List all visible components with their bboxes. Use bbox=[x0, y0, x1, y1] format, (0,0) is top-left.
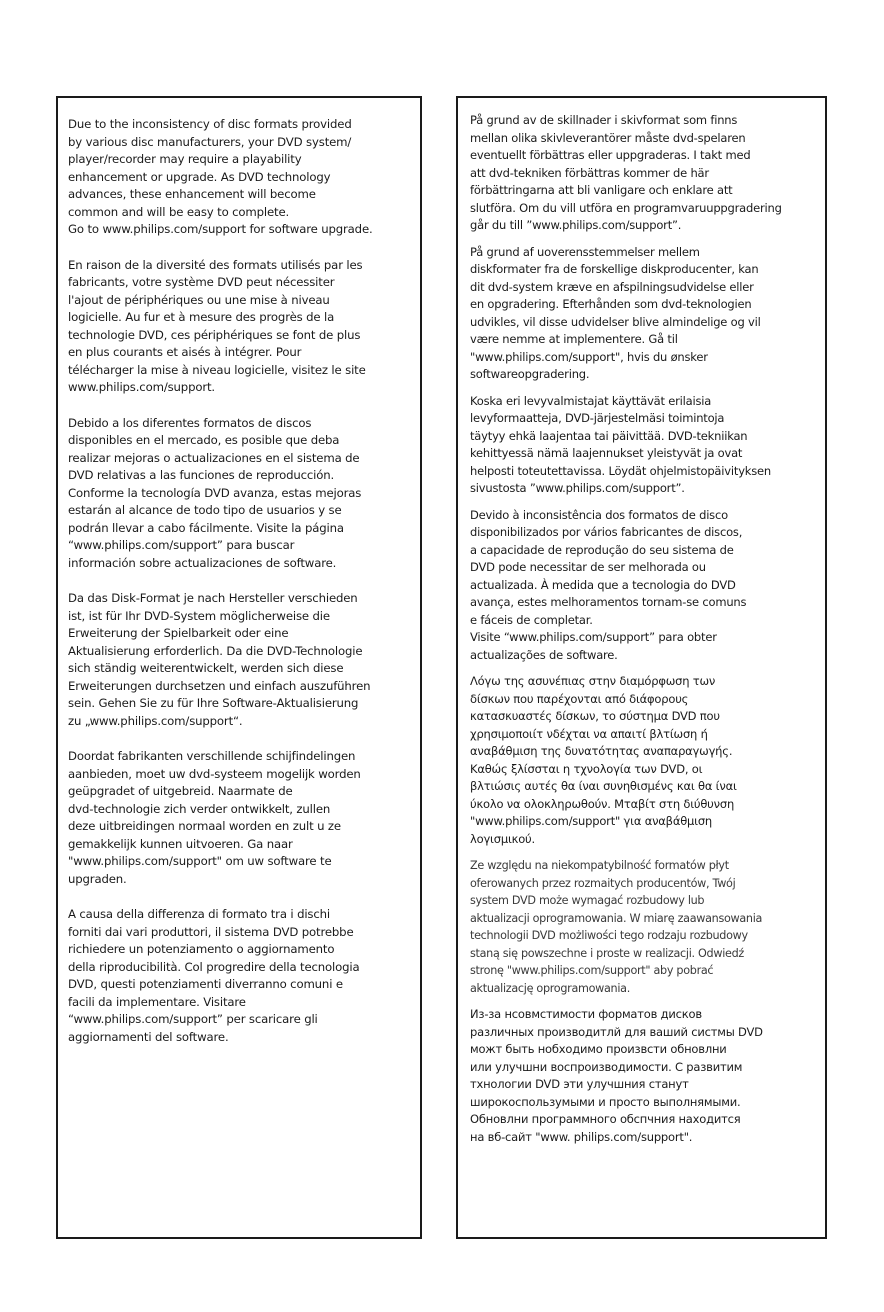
paragraph-portuguese: Devido à inconsistência dos formatos de disco disponibilizados por vários fabricantes de discos, a capacidade de reprodução do seu sistema de DVD pode necessitar de ser melhorada ou actualizada. À medida que a tecnologia do DVD avança, estes melhoramentos tornam-se comuns e fáceis de completar. Visite “www.philips.com/support” para obter actualizações de software. bbox=[470, 507, 747, 662]
paragraph-german: Da das Disk-Format je nach Hersteller verschieden ist, ist für Ihr DVD-System möglicherweise die Erweiterung der Spielbarkeit oder eine Aktualisierung erforderlich. Da die DVD-Technologie sich ständig weiterentwickelt, werden sich diese Erweiterungen durchsetzen und einfach auszuführen sein. Gehen Sie zu für Ihre Software-Aktualisierung zu „www.philips.com/support“. bbox=[68, 591, 371, 728]
paragraph-finnish: Koska eri levyvalmistajat käyttävät erilaisia levyformaatteja, DVD-järjestelmäsi toimintoja täytyy ehkä laajentaa tai päivittää. DVD-tekniikan kehittyessä nämä laajennukset yleistyvät ja ovat helposti toteutettavissa. Löydät ohjelmistopäivityksen sivustosta ”www.philips.com/support”. bbox=[470, 393, 772, 495]
paragraph-danish: På grund af uoverensstemmelser mellem diskformater fra de forskellige diskproducenter, kan dit dvd-system kræve en afspilningsudvidelse eller en opgradering. Efterhånden som dvd-teknologien udvikles, vil disse udvidelser blive almindelige og vil være nemme at implementere. Gå til "www.philips.com/support", hvis du ønsker softwareopgradering. bbox=[470, 244, 761, 381]
paragraph-polish: Ze względu na niekompatybilność formatów płyt oferowanych przez rozmaitych producentów, Twój system DVD może wymagać rozbudowy lub aktualizacji oprogramowania. W miarę zaawansowania technologii DVD możliwości tego rodzaju rozbudowy staną się powszechne i proste w realizacji. Odwiedź stronę "www.philips.com/support" aby pobrać aktualizację oprogramowania. bbox=[470, 859, 763, 995]
paragraph-russian: Из-за нсовмстимости форматов дисков различных производитлй для ваший систмы DVD можт быть нобходимо произвсти обновлни или улучшни воспроизводимости. С развитим тхнологии DVD эти улучшния станут широкоспользумыми и просто выполнямыми. Обновлни программного обспчния находится на вб-сайт "www. philips.com/support". bbox=[470, 1007, 763, 1144]
paragraph-french: En raison de la diversité des formats utilisés par les fabricants, votre système DVD peut nécessiter l'ajout de périphériques ou une mise à niveau logicielle. Au fur et à mesure des progrès de la technologie DVD, ces périphériques se font de plus en plus courants et aisés à intégrer. Pour télécharger la mise à niveau logicielle, visitez le site www.philips.com/support. bbox=[68, 257, 366, 394]
paragraph-greek: Λόγω της ασυνέπιας στην διαμόρφωση των δίσκων που παρέχονται από διάφορους κατασκυαστές δίσκων, το σύστημα DVD που χρησιμοποιίτ νδέχται να απαιτί βλτίωση ή αναβάθμιση της δυνατότητας αναπαραγωγής. Καθώς ξλίσσται η τχνολογία των DVD, οι βλτιώσις αυτές θα ίναι συνηθισμένς και θα ίναι ύκολο να ολοκληρωθούν. Μταβίτ στη διύθυνση "www.philips.com/support" για αναβάθμιση λογισμικού. bbox=[470, 674, 737, 846]
paragraph-english: Due to the inconsistency of disc formats provided by various disc manufacturers, your DVD system/ player/recorder may require a playability enhancement or upgrade. As DVD technology advances, these enhancement will become common and will be easy to complete. Go to www.philips.com/support for software upgrade. bbox=[68, 117, 373, 236]
right-text-panel bbox=[456, 96, 827, 1239]
left-text-panel bbox=[56, 96, 422, 1239]
paragraph-italian: A causa della differenza di formato tra i dischi forniti dai vari produttori, il sistema DVD potrebbe richiedere un potenziamento o aggiornamento della riproducibilità. Col progredire della tecnologia DVD, questi potenziamenti diverranno comuni e facili da implementare. Visitare “www.philips.com/support” per scaricare gli aggiornamenti del software. bbox=[68, 907, 360, 1044]
paragraph-spanish: Debido a los diferentes formatos de discos disponibles en el mercado, es posible que deba realizar mejoras o actualizaciones en el sistema de DVD relativas a las funciones de reproducción. Conforme la tecnología DVD avanza, estas mejoras estarán al alcance de todo tipo de usuarios y se podrán llevar a cabo fácilmente. Visite la página “www.philips.com/support” para buscar información sobre actualizaciones de software. bbox=[68, 415, 362, 570]
paragraph-swedish: På grund av de skillnader i skivformat som finns mellan olika skivleverantörer måste dvd-spelaren eventuellt förbättras eller uppgraderas. I takt med att dvd-tekniken förbättras kommer de här förbättringarna att bli vanligare och enklare att slutföra. Om du vill utföra en programvaruuppgradering går du till ”www.philips.com/support”. bbox=[470, 113, 782, 232]
paragraph-dutch: Doordat fabrikanten verschillende schijfindelingen aanbieden, moet uw dvd-systeem mogelijk worden geüpgradet of uitgebreid. Naarmate de dvd-technologie zich verder ontwikkelt, zullen deze uitbreidingen normaal worden en zult u ze gemakkelijk kunnen uitvoeren. Ga naar "www.philips.com/support" om uw software te upgraden. bbox=[68, 749, 361, 886]
